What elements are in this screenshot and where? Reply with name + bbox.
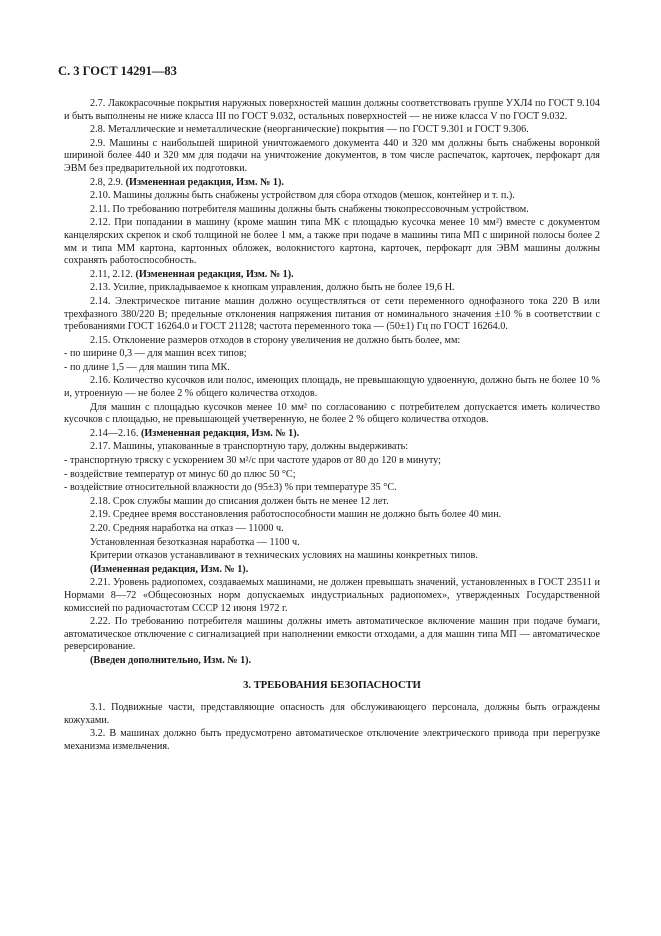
paragraph-2-7: 2.7. Лакокрасочные покрытия наружных поверхностей машин должны соответствовать группе УХЛ4 по ГОСТ 9.104 и быть выполнены не ниже класса III по ГОСТ 9.032, остальных поверхностей — не ниже класса V по ГОСТ 9.032.: [64, 98, 600, 122]
paragraph-2-20-c: Критерии отказов устанавливают в технических условиях на машины конкретных типов.: [90, 550, 478, 562]
paragraph-3-2: 3.2. В машинах должно быть предусмотрено автоматическое отключение электрического привода при перегрузке механизма измельчения.: [64, 728, 600, 752]
paragraph-2-22: 2.22. По требованию потребителя машины должны иметь автоматическое включение машин при подаче бумаги, автоматическое отключение с сигнализацией при наполнении емкости отходами, а для машин типа МП — автоматическое реверсирование.: [64, 616, 600, 653]
paragraph-2-11: 2.11. По требованию потребителя машины должны быть снабжены тюкопрессовочным устройством.: [90, 203, 529, 215]
paragraph-2-18: 2.18. Срок службы машин до списания должен быть не менее 12 лет.: [90, 495, 389, 507]
amendment-note: [64, 269, 600, 282]
amendment-label: (Введен дополнительно, Изм. № 1).: [90, 654, 252, 666]
amendment-ref: 2.14—2.16.: [90, 427, 139, 439]
paragraph-2-17: 2.17. Машины, упакованные в транспортную тару, должны выдерживать:: [90, 441, 409, 453]
paragraph-2-8: 2.8. Металлические и неметаллические (неорганические) покрытия — по ГОСТ 9.301 и ГОСТ 9.306.: [90, 124, 529, 136]
paragraph-2-19: 2.19. Среднее время восстановления работоспособности машин не должно быть более 40 мин.: [90, 509, 502, 521]
amendment-note: [64, 177, 600, 190]
paragraph-2-16: 2.16. Количество кусочков или полос, имеющих площадь, не превышающую удвоенную, должно быть не более 10 % и, утроенную — не более 2 % общего количества отходов.: [64, 375, 600, 400]
paragraph-2-13: 2.13. Усилие, прикладываемое к кнопкам управления, должно быть не более 19,6 Н.: [90, 282, 455, 294]
paragraph-2-15: 2.15. Отклонение размеров отходов в сторону увеличения не должно быть более, мм:: [90, 334, 461, 346]
paragraph-2-20-b: Установленная безотказная наработка — 1100 ч.: [90, 536, 300, 548]
list-item: - воздействие относительной влажности до (95±3) % при температуре 35 °С.: [64, 482, 397, 494]
amendment-label: (Измененная редакция, Изм. № 1).: [90, 563, 249, 575]
list-item: - транспортную тряску с ускорением 30 м²/с при частоте ударов от 80 до 120 в минуту;: [64, 455, 441, 467]
amendment-note: [64, 655, 600, 668]
amendment-note: [64, 428, 600, 441]
amendment-ref: 2.8, 2.9.: [90, 176, 124, 188]
paragraph-2-21: 2.21. Уровень радиопомех, создаваемых машинами, не должен превышать значений, установленных в ГОСТ 23511 и Нормами 8—72 «Общесоюзных норм допускаемых индустриальных радиопомех», утвержденных Государственной комиссией по радиочастотам СССР 12 июня 1972 г.: [64, 577, 600, 614]
amendment-ref: 2.11, 2.12.: [90, 268, 133, 280]
paragraph-2-16-note: Для машин с площадью кусочков менее 10 мм² по согласованию с потребителем допускается иметь количество кусочков с площадью, не превышающей учетверенную, не более 2 % общего количества отходов.: [64, 401, 600, 426]
paragraph-3-1: 3.1. Подвижные части, представляющие опасность для обслуживающего персонала, должны быть ограждены кожухами.: [64, 702, 600, 726]
paragraph-2-14: 2.14. Электрическое питание машин должно осуществляться от сети переменного однофазного тока 220 В или трехфазного 380/220 В; предельные отклонения напряжения питания от номинального значения ±10 % в соответствии с требованиями ГОСТ 16264.0 и ГОСТ 21128; частота переменного тока — (50±1) Гц по ГОСТ 16264.0.: [64, 295, 600, 333]
paragraph-2-20: 2.20. Средняя наработка на отказ — 11000 ч.: [90, 523, 284, 534]
list-item: - воздействие температур от минус 60 до плюс 50 °С;: [64, 468, 296, 480]
amendment-note: [64, 564, 600, 577]
page-header: С. 3 ГОСТ 14291—83: [58, 64, 177, 78]
paragraph-2-10: 2.10. Машины должны быть снабжены устройством для сбора отходов (мешок, контейнер и т. п.).: [90, 190, 515, 202]
list-item: - по ширине 0,3 — для машин всех типов;: [64, 348, 247, 360]
paragraph-2-9: 2.9. Машины с наибольшей шириной уничтожаемого документа 440 и 320 мм должны быть снабжены воронкой шириной более 440 и 320 мм для подачи на уничтожение документов, в том числе распечаток, карточек, перфокарт для ЭВМ без предварительной их подготовки.: [64, 137, 600, 174]
list-item: - по длине 1,5 — для машин типа МК.: [64, 361, 230, 373]
amendment-label: (Измененная редакция, Изм. № 1).: [125, 176, 284, 188]
document-body: [64, 98, 600, 755]
section-title: 3. ТРЕБОВАНИЯ БЕЗОПАСНОСТИ: [243, 679, 421, 691]
amendment-label: (Измененная редакция, Изм. № 1).: [135, 268, 294, 280]
paragraph-2-12: 2.12. При попадании в машину (кроме машин типа МК с площадью кусочка менее 10 мм²) вместе с документом канцелярских скрепок и скоб толщиной не более 1 мм, а также при подаче в машины типа МП с шириной полосы более 2 мм и типа ММ картона, картонных обложек, волокнистого картона, карточек, перфокарт для ЭВМ машины должны сохранять работоспособность.: [64, 217, 600, 267]
amendment-label: (Измененная редакция, Изм. № 1).: [140, 427, 300, 439]
